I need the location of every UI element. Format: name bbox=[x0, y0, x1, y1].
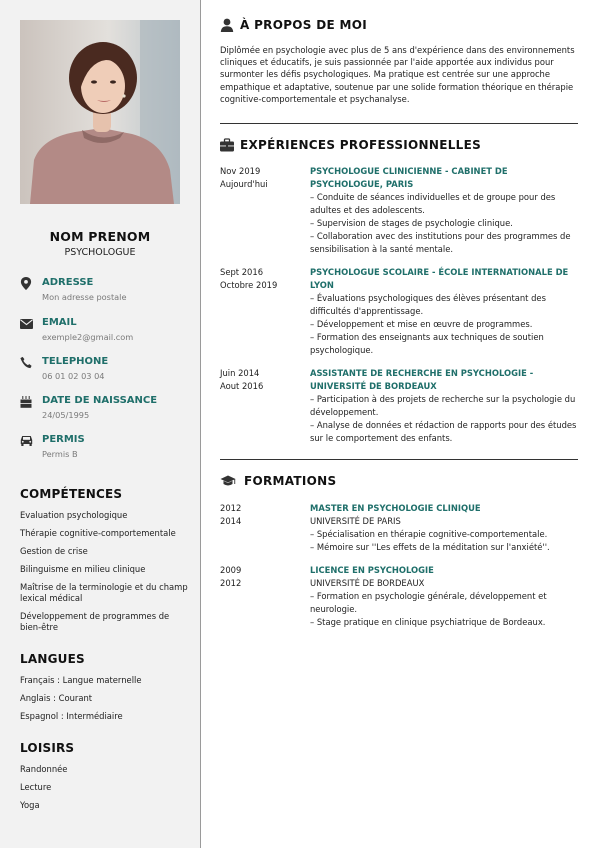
contact-value: exemple2@gmail.com bbox=[42, 332, 134, 342]
contact-label: EMAIL bbox=[42, 317, 77, 328]
map-pin-icon bbox=[20, 277, 32, 290]
entry-school: UNIVERSITÉ DE PARIS bbox=[310, 516, 401, 526]
user-icon bbox=[220, 18, 234, 32]
entry-body bbox=[310, 564, 580, 629]
section-rule bbox=[220, 459, 578, 460]
car-icon bbox=[20, 435, 33, 446]
column-divider bbox=[200, 0, 201, 848]
skill-item: Bilinguisme en milieu clinique bbox=[20, 564, 146, 574]
entry-bullet: – Collaboration avec des institutions pour des programmes de sensibilisation à la santé mentale. bbox=[310, 231, 571, 254]
date-end: Octobre 2019 bbox=[220, 280, 278, 290]
entry-bullet: – Formation en psychologie générale, développement et neurologie. bbox=[310, 591, 547, 614]
hobby-item: Randonnée bbox=[20, 764, 68, 774]
languages-title: LANGUES bbox=[20, 652, 85, 666]
entry-bullet: – Conduite de séances individuelles et de groupe pour des adultes et des adolescents. bbox=[310, 192, 556, 215]
entry-body bbox=[310, 165, 580, 256]
contact-label: PERMIS bbox=[42, 434, 85, 445]
skill-item: Gestion de crise bbox=[20, 546, 88, 556]
language-item: Anglais : Courant bbox=[20, 693, 93, 703]
entry-bullet: – Développement et mise en œuvre de programmes. bbox=[310, 319, 533, 329]
contact-value: Permis B bbox=[42, 449, 78, 459]
contact-label: TELEPHONE bbox=[42, 356, 109, 367]
skill-item: Développement de programmes de bien-être bbox=[20, 611, 170, 632]
entry-title: MASTER EN PSYCHOLOGIE CLINIQUE bbox=[310, 503, 481, 513]
contact-value: 06 01 02 03 04 bbox=[42, 371, 105, 381]
entry-bullet: – Participation à des projets de recherche sur la psychologie du développement. bbox=[310, 394, 576, 417]
entry-bullet: – Spécialisation en thérapie cognitive-comportementale. bbox=[310, 529, 548, 539]
entry-dates bbox=[220, 502, 305, 528]
hobby-item: Lecture bbox=[20, 782, 52, 792]
date-start: Nov 2019 bbox=[220, 166, 261, 176]
language-item: Espagnol : Intermédiaire bbox=[20, 711, 123, 721]
date-start: Sept 2016 bbox=[220, 267, 264, 277]
entry-body bbox=[310, 502, 580, 554]
date-end: Aout 2016 bbox=[220, 381, 264, 391]
entry-title: LICENCE EN PSYCHOLOGIE bbox=[310, 565, 434, 575]
date-start: Juin 2014 bbox=[220, 368, 260, 378]
entry-bullet: – Mémoire sur ''Les effets de la méditation sur l'anxiété''. bbox=[310, 542, 550, 552]
education-title: FORMATIONS bbox=[244, 474, 337, 488]
entry-bullet: – Stage pratique en clinique psychiatrique de Bordeaux. bbox=[310, 617, 546, 627]
entry-dates bbox=[220, 564, 305, 590]
contact-value: 24/05/1995 bbox=[42, 410, 90, 420]
languages-list bbox=[20, 675, 188, 722]
entry-dates bbox=[220, 165, 305, 191]
candidate-job-title: PSYCHOLOGUE bbox=[64, 247, 136, 258]
skills-list bbox=[20, 510, 188, 633]
about-text: Diplômée en psychologie avec plus de 5 ans d'expérience dans des environnements cliniques et éducatifs, je suis passionnée par l'aide apportée aux individus pour surmonter les défis psychologiques. Ma pratique est centrée sur une approche empathique et adaptative, soutenue par une solide formation théorique en thérapie cognitive-comportementale et psychanalyse. bbox=[220, 45, 575, 104]
hobby-item: Yoga bbox=[20, 800, 40, 810]
entry-body bbox=[310, 367, 580, 445]
entry-bullet: – Évaluations psychologiques des élèves présentant des difficultés d'apprentissage. bbox=[310, 293, 546, 316]
section-rule bbox=[220, 123, 578, 124]
profile-photo bbox=[20, 20, 180, 204]
skills-title: COMPÉTENCES bbox=[20, 487, 123, 501]
entry-bullet: – Supervision de stages de psychologie clinique. bbox=[310, 218, 513, 228]
entry-school: UNIVERSITÉ DE BORDEAUX bbox=[310, 578, 425, 588]
sidebar bbox=[0, 0, 200, 848]
contact-value: Mon adresse postale bbox=[42, 292, 127, 302]
date-start: 2009 bbox=[220, 565, 242, 575]
candidate-name: NOM PRENOM bbox=[49, 229, 151, 244]
entry-title: PSYCHOLOGUE CLINICIENNE - CABINET DE PSYCHOLOGUE, PARIS bbox=[310, 166, 508, 189]
skill-item: Maîtrise de la terminologie et du champ lexical médical bbox=[20, 582, 188, 603]
entry-title: PSYCHOLOGUE SCOLAIRE - ÉCOLE INTERNATIONALE DE LYON bbox=[310, 267, 569, 290]
entry-body bbox=[310, 266, 580, 357]
briefcase-icon bbox=[220, 138, 234, 152]
entry-dates bbox=[220, 266, 305, 292]
graduation-cap-icon bbox=[220, 474, 236, 488]
birthday-cake-icon bbox=[20, 395, 32, 408]
skill-item: Evaluation psychologique bbox=[20, 510, 128, 520]
contact-label: ADRESSE bbox=[42, 277, 94, 288]
language-item: Français : Langue maternelle bbox=[20, 675, 142, 685]
envelope-icon bbox=[20, 319, 33, 329]
hobbies-title: LOISIRS bbox=[20, 741, 75, 755]
contact-label: DATE DE NAISSANCE bbox=[42, 395, 158, 406]
entry-bullet: – Formation des enseignants aux techniques de soutien psychologique. bbox=[310, 332, 544, 355]
experience-title: EXPÉRIENCES PROFESSIONNELLES bbox=[240, 138, 482, 152]
about-title: À PROPOS DE MOI bbox=[240, 18, 367, 32]
date-end: Aujourd'hui bbox=[220, 179, 268, 189]
date-end: 2014 bbox=[220, 516, 242, 526]
entry-bullet: – Analyse de données et rédaction de rapports pour des études sur le comportement des enfants. bbox=[310, 420, 577, 443]
entry-dates bbox=[220, 367, 305, 393]
phone-icon bbox=[20, 356, 32, 369]
skill-item: Thérapie cognitive-comportementale bbox=[20, 528, 176, 538]
date-start: 2012 bbox=[220, 503, 242, 513]
date-end: 2012 bbox=[220, 578, 242, 588]
entry-title: ASSISTANTE DE RECHERCHE EN PSYCHOLOGIE - UNIVERSITÉ DE BORDEAUX bbox=[310, 368, 534, 391]
hobbies-list bbox=[20, 764, 188, 811]
